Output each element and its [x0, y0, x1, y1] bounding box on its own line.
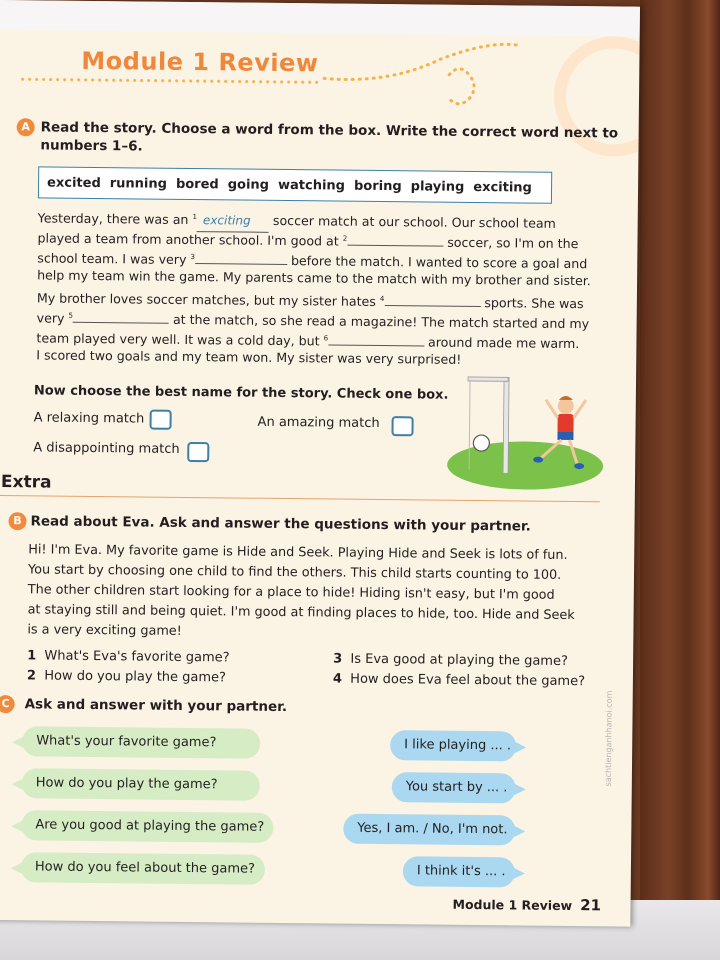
extra-section-header	[0, 470, 600, 502]
question-4: 4 How does Eva feel about the game?	[332, 671, 586, 690]
page-number: 21	[580, 896, 602, 915]
section-b-badge: B	[8, 512, 26, 530]
answer-blank-2[interactable]	[347, 245, 443, 247]
speech-bubble-question: What's your favorite game?	[22, 726, 260, 758]
paragraph-line: You start by choosing one child to find the others. This child starts counting to 100.	[27, 562, 562, 583]
story-line: very $^5$ at the match, so she read a magazine! The match started and my	[36, 310, 590, 332]
blank-number: 1	[192, 213, 198, 222]
blank-number: 6	[323, 334, 329, 343]
story-line: played a team from another school. I'm good at $^2$ soccer, so I'm on the	[37, 230, 579, 252]
section-a-badge: A	[17, 118, 35, 136]
eva-paragraph	[27, 540, 575, 646]
filled-answer: exciting	[202, 213, 251, 228]
word-box-item: excited	[47, 175, 101, 191]
dotted-curve-decoration	[319, 23, 540, 115]
paragraph-line: is a very exciting game!	[27, 622, 182, 639]
dotted-line-decoration	[19, 77, 319, 84]
word-box-item: bored	[175, 176, 219, 192]
option-label-disappointing: A disappointing match	[33, 440, 180, 457]
question-2: 2 How do you play the game?	[26, 668, 227, 686]
story-line: help my team win the game. My parents came to the match with my brother and sister.	[37, 267, 591, 289]
page-title: Module 1 Review	[81, 46, 319, 78]
section-b-instruction: Read about Eva. Ask and answer the questions with your partner.	[30, 513, 531, 535]
word-box-item: playing	[410, 178, 465, 195]
wooden-table	[640, 0, 720, 960]
question-3: 3 Is Eva good at playing the game?	[333, 651, 568, 669]
checkbox-relaxing[interactable]	[150, 410, 172, 430]
speech-bubble-question: How do you feel about the game?	[21, 852, 265, 885]
paragraph-line: Hi! I'm Eva. My favorite game is Hide and Seek. Playing Hide and Seek is lots of fun.	[28, 542, 568, 563]
answer-blank-5[interactable]	[73, 322, 169, 324]
word-box-item: watching	[277, 177, 346, 194]
option-label-relaxing: A relaxing match	[33, 410, 145, 427]
word-box-item: boring	[353, 178, 402, 194]
checkbox-amazing[interactable]	[391, 416, 413, 436]
choose-instruction: Now choose the best name for the story. Check one box.	[33, 383, 449, 403]
word-box-item: exciting	[473, 179, 532, 196]
word-box-item: going	[227, 176, 270, 193]
section-a-instruction-line2: numbers 1–6.	[40, 137, 143, 155]
answer-blank-3[interactable]	[195, 263, 287, 265]
story-line: My brother loves soccer matches, but my sister hates $^4$ sports. She was	[36, 290, 584, 312]
blank-number: 3	[190, 253, 196, 262]
footer-label: Module 1 Review	[452, 896, 573, 914]
blank-number: 2	[342, 234, 348, 243]
extra-heading: Extra	[0, 472, 52, 493]
story-line: Yesterday, there was an $^1$ exciting soccer match at our school. Our school team	[37, 210, 556, 231]
section-c-badge: C	[0, 695, 15, 713]
speech-bubble-answer: Yes, I am. / No, I'm not.	[343, 814, 515, 846]
blank-number: 5	[68, 311, 74, 320]
question-1: 1 What's Eva's favorite game?	[27, 648, 230, 666]
watermark: sachtienganhhanoi.com	[603, 690, 614, 787]
speech-bubble-answer: I like playing ... .	[390, 730, 516, 761]
speech-bubble-question: Are you good at playing the game?	[21, 810, 273, 843]
speech-bubble-question: How do you play the game?	[22, 768, 260, 800]
speech-bubble-answer: You start by ... .	[392, 772, 516, 803]
option-label-amazing: An amazing match	[257, 414, 380, 431]
paragraph-line: at staying still and being quiet. I'm good at finding places to hide, too. Hide and Seek	[27, 602, 575, 624]
section-c-instruction: Ask and answer with your partner.	[24, 696, 288, 716]
answer-blank-4[interactable]	[384, 305, 480, 307]
story-line: I scored two goals and my team won. My sister was very surprised!	[36, 347, 462, 367]
answer-blank-6[interactable]	[328, 344, 424, 346]
section-a-instruction-line1: Read the story. Choose a word from the box. Write the correct word next to	[40, 119, 619, 142]
word-box	[38, 166, 552, 203]
page-footer	[452, 895, 601, 915]
story-line: team played very well. It was a cold day, but $^6$ around made me warm.	[36, 330, 580, 352]
story-line: school team. I was very $^3$ before the match. I wanted to score a goal and	[37, 250, 588, 272]
speech-bubble-answer: I think it's ... .	[403, 856, 515, 887]
paragraph-line: The other children start looking for a place to hide! Hiding isn't easy, but I'm good	[27, 582, 555, 603]
word-box-item: running	[109, 175, 168, 192]
checkbox-disappointing[interactable]	[187, 442, 209, 462]
blank-number: 4	[379, 294, 385, 304]
